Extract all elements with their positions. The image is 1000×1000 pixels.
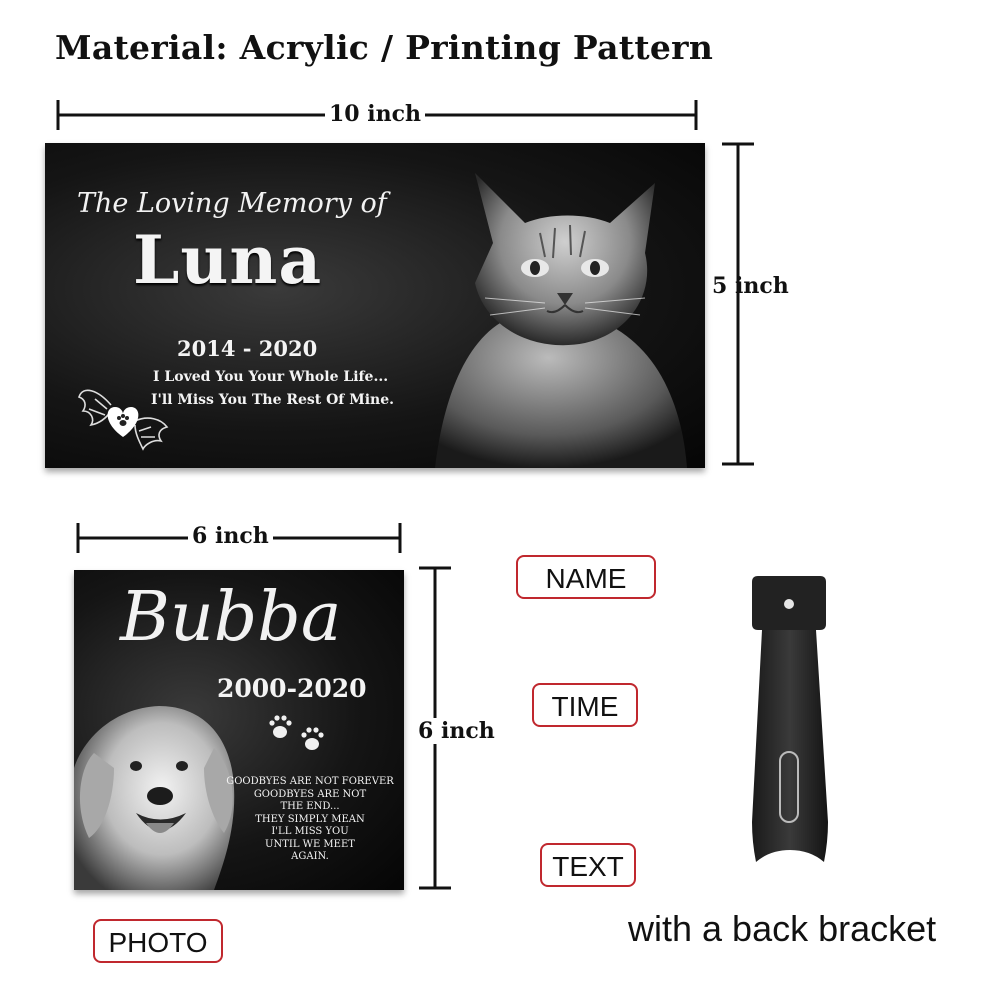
verse-line: GOODBYES ARE NOT — [253, 788, 367, 800]
quote-line-2: I'll Miss You The Rest Of Mine. — [151, 392, 394, 408]
verse-line: UNTIL WE MEET — [265, 838, 355, 850]
years-bubba: 2000-2020 — [217, 674, 367, 703]
large-plaque — [45, 143, 705, 468]
memory-line: The Loving Memory of — [77, 188, 387, 219]
height-dimension-line-large — [718, 138, 758, 473]
small-plaque — [74, 570, 404, 890]
verse-block — [222, 776, 398, 864]
verse-line: THE END... — [280, 801, 340, 812]
material-heading: Material: Acrylic / Printing Pattern — [55, 28, 714, 67]
quote-line-1: I Loved You Your Whole Life... — [153, 369, 389, 385]
width-label-small: 6 inch — [188, 523, 273, 549]
verse-line: GOODBYES ARE NOT FOREVER — [226, 776, 394, 787]
width-label-large: 10 inch — [325, 101, 425, 127]
paw-prints-icon — [266, 710, 336, 755]
pet-name-bubba: Bubba — [120, 578, 342, 657]
time-tag: TIME — [532, 683, 638, 727]
text-tag: TEXT — [540, 843, 636, 887]
height-label-large: 5 inch — [712, 273, 789, 299]
verse-line: AGAIN. — [291, 851, 329, 862]
name-tag: NAME — [516, 555, 656, 599]
verse-line: THEY SIMPLY MEAN — [255, 813, 365, 825]
cat-photo — [405, 153, 705, 468]
photo-tag: PHOTO — [93, 919, 223, 963]
winged-heart-icon — [73, 375, 173, 455]
back-bracket-image — [740, 572, 840, 877]
pet-name-luna: Luna — [133, 221, 323, 299]
height-label-small: 6 inch — [414, 718, 499, 744]
years-luna: 2014 - 2020 — [177, 336, 318, 361]
dog-photo — [74, 698, 239, 890]
bracket-caption: with a back bracket — [628, 908, 937, 949]
verse-line: I'LL MISS YOU — [271, 826, 349, 837]
